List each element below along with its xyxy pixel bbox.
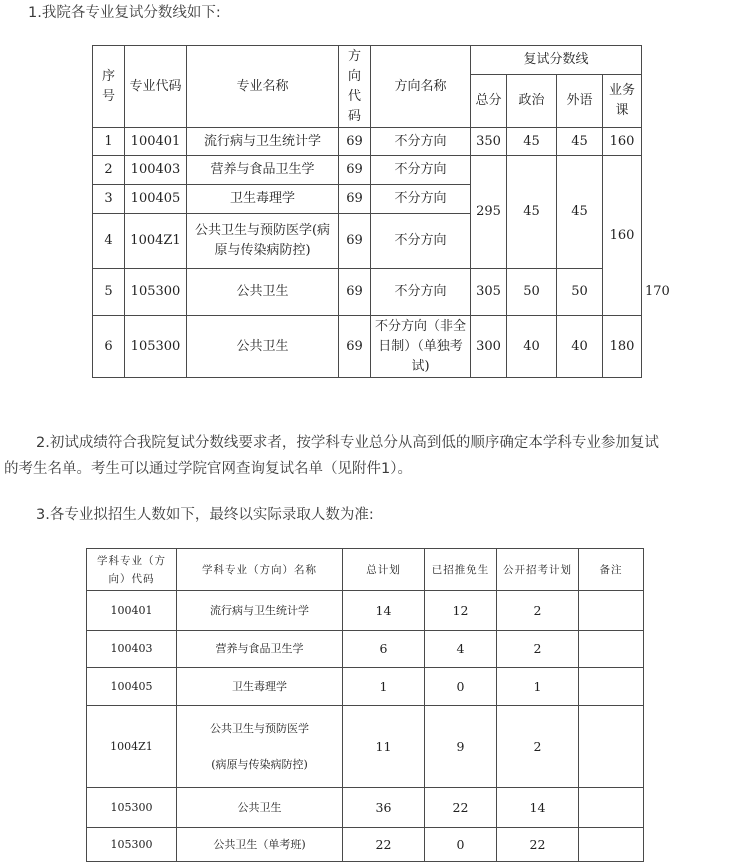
cell-code: 100401 xyxy=(125,128,187,156)
cell-major: 营养与食品卫生学 xyxy=(187,156,339,185)
section2-line1: 2.初试成绩符合我院复试分数线要求者，按学科专业总分从高到低的顺序确定本学科专业参加复试 xyxy=(36,435,659,451)
cell-name: 公共卫生（单考班) xyxy=(177,828,343,862)
header-seq: 序号 xyxy=(93,46,125,128)
header-politics: 政治 xyxy=(507,75,557,128)
header-course: 业务课 xyxy=(603,75,642,128)
cell-code: 105300 xyxy=(125,269,187,316)
table-row xyxy=(87,631,644,668)
cell-politics: 40 xyxy=(507,316,557,378)
cell-seq: 4 xyxy=(93,214,125,269)
cell-plan: 1 xyxy=(343,668,425,706)
cell-politics: 50 xyxy=(507,269,557,316)
cell-seq: 1 xyxy=(93,128,125,156)
cell-dir-name: 不分方向 xyxy=(371,156,471,185)
cell-plan: 14 xyxy=(343,591,425,631)
cell-note xyxy=(579,591,644,631)
cell-dir-code: 69 xyxy=(339,185,371,214)
cell-note xyxy=(579,706,644,788)
cell-major: 公共卫生与预防医学(病原与传染病防控) xyxy=(187,214,339,269)
header-name: 学科专业（方向）名称 xyxy=(177,549,343,591)
cell-name: 卫生毒理学 xyxy=(177,668,343,706)
table-row xyxy=(87,668,644,706)
cell-plan: 36 xyxy=(343,788,425,828)
cell-dir-name: 不分方向 xyxy=(371,269,471,316)
cell-exempt: 22 xyxy=(425,788,497,828)
cell-politics: 45 xyxy=(507,128,557,156)
cell-open: 1 xyxy=(497,668,579,706)
cell-code: 105300 xyxy=(125,316,187,378)
header-code: 学科专业（方向）代码 xyxy=(87,549,177,591)
cell-dir-name: 不分方向（非全日制）（单独考试) xyxy=(371,316,471,378)
cell-open: 2 xyxy=(497,706,579,788)
section2-line2: 的考生名单。考生可以通过学院官网查询复试名单（见附件1）。 xyxy=(4,461,412,477)
cell-politics-merged: 45 xyxy=(507,156,557,269)
cell-note xyxy=(579,788,644,828)
cell-name xyxy=(177,706,343,788)
cell-seq: 3 xyxy=(93,185,125,214)
cell-dir-name: 不分方向 xyxy=(371,185,471,214)
cell-dir-name: 不分方向 xyxy=(371,128,471,156)
cell-total-merged: 295 xyxy=(471,156,507,269)
cell-plan: 22 xyxy=(343,828,425,862)
cell-code: 105300 xyxy=(87,828,177,862)
enrollment-plan-table xyxy=(86,548,644,862)
cell-foreign: 40 xyxy=(557,316,603,378)
header-note: 备注 xyxy=(579,549,644,591)
table-row xyxy=(87,706,644,788)
cell-dir-code: 69 xyxy=(339,316,371,378)
cell-seq: 2 xyxy=(93,156,125,185)
cell-plan: 11 xyxy=(343,706,425,788)
cell-seq: 5 xyxy=(93,269,125,316)
cell-foreign: 45 xyxy=(557,128,603,156)
cell-dir-name: 不分方向 xyxy=(371,214,471,269)
cell-exempt: 0 xyxy=(425,668,497,706)
cell-foreign-merged: 45 xyxy=(557,156,603,269)
cell-exempt: 9 xyxy=(425,706,497,788)
header-open: 公开招考计划 xyxy=(497,549,579,591)
cell-code: 100401 xyxy=(87,591,177,631)
cell-foreign: 50 xyxy=(557,269,603,316)
cell-exempt: 0 xyxy=(425,828,497,862)
table-row xyxy=(87,591,644,631)
table-row xyxy=(87,788,644,828)
cell-name: 营养与食品卫生学 xyxy=(177,631,343,668)
section3-heading: 3.各专业拟招生人数如下，最终以实际录取人数为准: xyxy=(36,507,374,523)
cell-open: 2 xyxy=(497,631,579,668)
cell-code: 1004Z1 xyxy=(125,214,187,269)
cell-code: 100403 xyxy=(125,156,187,185)
cell-dir-code: 69 xyxy=(339,269,371,316)
cell-course: 180 xyxy=(603,316,642,378)
cell-note xyxy=(579,828,644,862)
table-row: 5 105300 公共卫生 69 不分方向 305 50 50 170 xyxy=(93,269,642,316)
header-dir-code: 方向代码 xyxy=(339,46,371,128)
table-row xyxy=(93,128,642,156)
cell-open: 2 xyxy=(497,591,579,631)
cell-plan: 6 xyxy=(343,631,425,668)
cell-open: 22 xyxy=(497,828,579,862)
cell-code: 100405 xyxy=(87,668,177,706)
cell-code: 105300 xyxy=(87,788,177,828)
header-plan: 总计划 xyxy=(343,549,425,591)
header-major: 专业名称 xyxy=(187,46,339,128)
header-foreign: 外语 xyxy=(557,75,603,128)
cell-dir-code: 69 xyxy=(339,214,371,269)
cell-seq: 6 xyxy=(93,316,125,378)
cell-course-merged: 160 xyxy=(603,156,642,316)
table-row xyxy=(93,316,642,378)
cell-major: 公共卫生 xyxy=(187,316,339,378)
table-row xyxy=(87,828,644,862)
cell-code: 100403 xyxy=(87,631,177,668)
cell-note xyxy=(579,668,644,706)
section1-heading: 1.我院各专业复试分数线如下: xyxy=(28,5,221,21)
header-code: 专业代码 xyxy=(125,46,187,128)
header-score-group: 复试分数线 xyxy=(471,46,642,75)
cell-note xyxy=(579,631,644,668)
cutoff-score-table xyxy=(92,45,670,378)
header-dir-name: 方向名称 xyxy=(371,46,471,128)
cell-total: 305 xyxy=(471,269,507,316)
cell-major: 流行病与卫生统计学 xyxy=(187,128,339,156)
cell-code: 100405 xyxy=(125,185,187,214)
cell-total: 350 xyxy=(471,128,507,156)
cell-code: 1004Z1 xyxy=(87,706,177,788)
cell-name-line1: 公共卫生与预防医学 xyxy=(210,721,309,735)
cell-major: 公共卫生 xyxy=(187,269,339,316)
cell-name-line2: (病原与传染病防控) xyxy=(211,757,308,771)
cell-open: 14 xyxy=(497,788,579,828)
header-total: 总分 xyxy=(471,75,507,128)
cell-dir-code: 69 xyxy=(339,128,371,156)
cell-total: 300 xyxy=(471,316,507,378)
cell-name: 流行病与卫生统计学 xyxy=(177,591,343,631)
header-exempt: 已招推免生 xyxy=(425,549,497,591)
cell-name: 公共卫生 xyxy=(177,788,343,828)
cell-course: 160 xyxy=(603,128,642,156)
cell-exempt: 12 xyxy=(425,591,497,631)
cell-major: 卫生毒理学 xyxy=(187,185,339,214)
table-row xyxy=(93,156,642,185)
cell-dir-code: 69 xyxy=(339,156,371,185)
cell-exempt: 4 xyxy=(425,631,497,668)
